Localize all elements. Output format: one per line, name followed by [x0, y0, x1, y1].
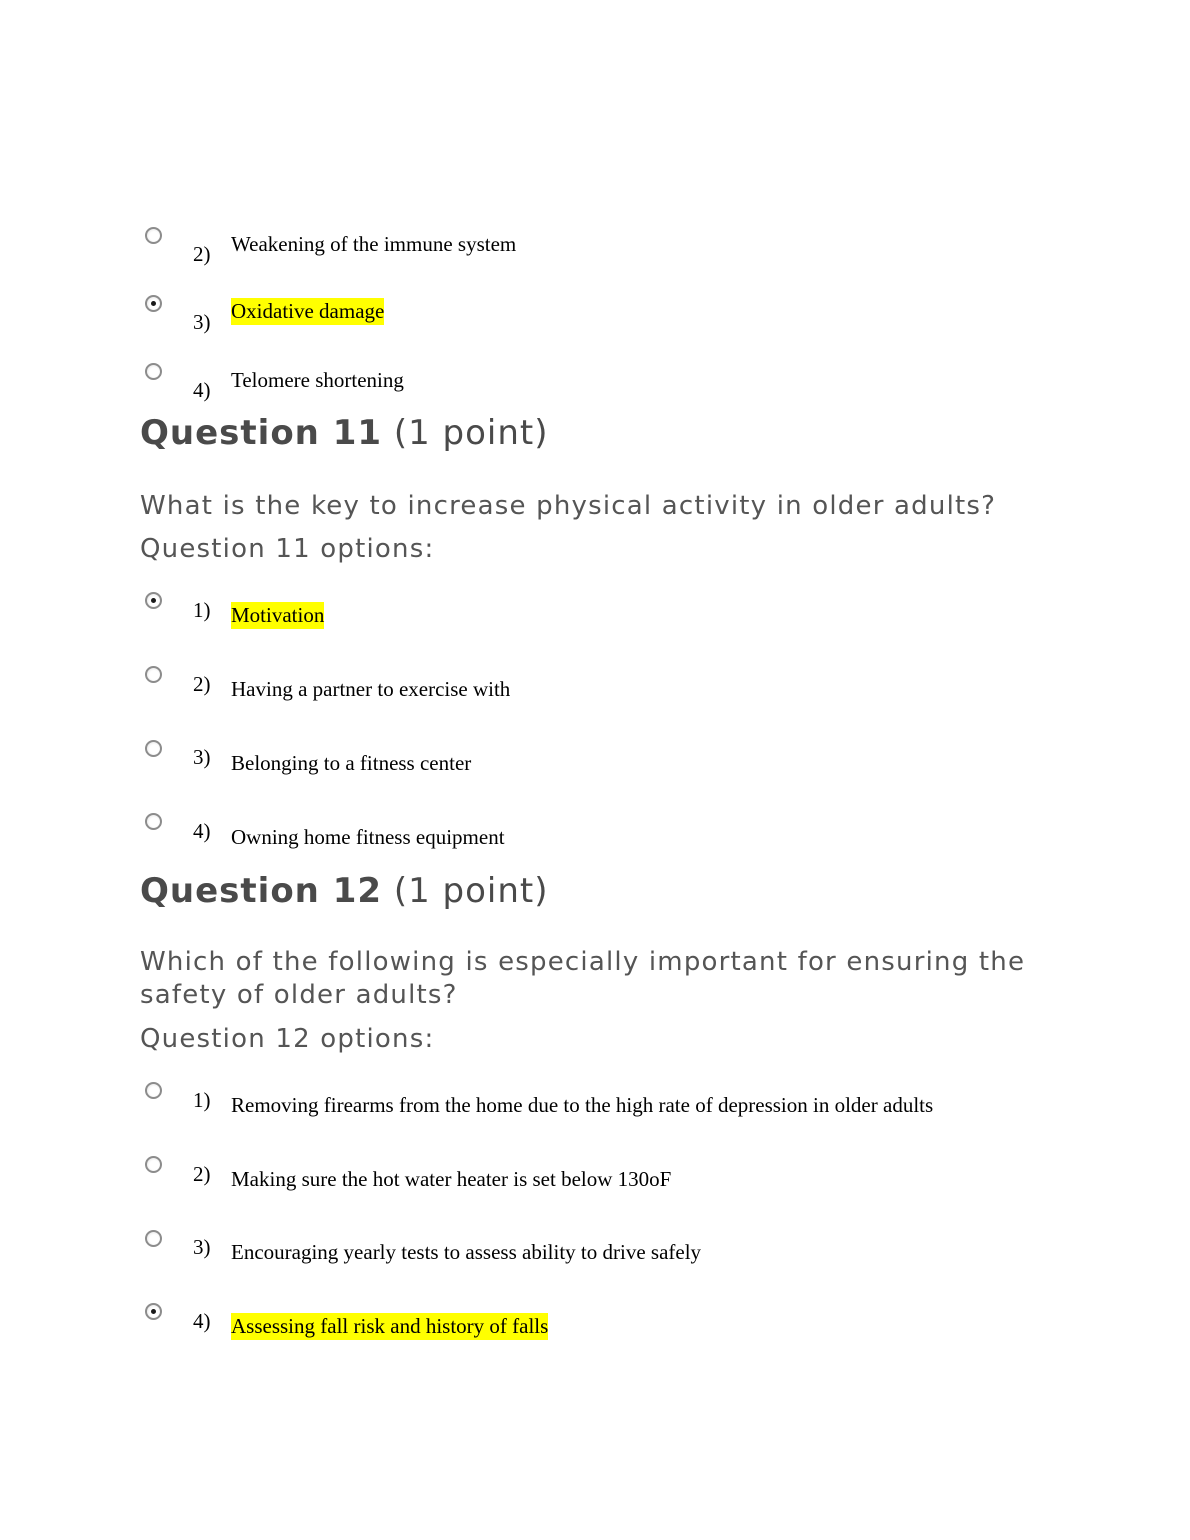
option-text: Belonging to a fitness center: [231, 751, 472, 775]
radio-button[interactable]: [145, 592, 162, 609]
radio-selected-dot: [151, 1309, 156, 1314]
option-number: 3): [193, 1235, 211, 1259]
question-number: Question 12: [140, 871, 383, 911]
option-number: 2): [193, 242, 211, 266]
option-row[interactable]: [0, 293, 1190, 333]
option-text: Encouraging yearly tests to assess ability to drive safely: [231, 1240, 702, 1264]
option-row[interactable]: [0, 811, 1190, 851]
option-row[interactable]: [0, 1301, 1190, 1341]
option-number: 3): [193, 745, 211, 769]
radio-button[interactable]: [145, 1303, 162, 1320]
question-points: (1 point): [393, 871, 549, 911]
question-12-text: Which of the following is especially important for ensuring the safety of older adults?: [140, 947, 1026, 1010]
question-11-text: What is the key to increase physical activity in older adults?: [140, 491, 997, 521]
option-number: 4): [193, 819, 211, 843]
option-row[interactable]: [0, 590, 1190, 630]
radio-button[interactable]: [145, 227, 162, 244]
radio-button[interactable]: [145, 740, 162, 757]
radio-selected-dot: [151, 598, 156, 603]
option-number: 4): [193, 378, 211, 402]
option-number: 1): [193, 1088, 211, 1112]
question-number: Question 11: [140, 413, 383, 453]
option-text: Assessing fall risk and history of falls: [231, 1314, 549, 1338]
option-row[interactable]: [0, 664, 1190, 704]
question-12-options-label: Question 12 options:: [140, 1024, 435, 1054]
option-number: 2): [193, 1162, 211, 1186]
option-text: Making sure the hot water heater is set below 130oF: [231, 1167, 672, 1191]
radio-button[interactable]: [145, 1082, 162, 1099]
radio-button[interactable]: [145, 1230, 162, 1247]
option-text: Motivation: [231, 603, 325, 627]
radio-button[interactable]: [145, 666, 162, 683]
option-text: Telomere shortening: [231, 368, 404, 392]
question-points: (1 point): [393, 413, 549, 453]
radio-button[interactable]: [145, 295, 162, 312]
option-text: Owning home fitness equipment: [231, 825, 505, 849]
option-row[interactable]: [0, 1154, 1190, 1194]
option-text: Removing firearms from the home due to the high rate of depression in older adults: [231, 1093, 934, 1117]
option-text: Oxidative damage: [231, 299, 385, 323]
option-row[interactable]: [0, 225, 1190, 265]
option-row[interactable]: [0, 1080, 1190, 1120]
option-number: 3): [193, 310, 211, 334]
option-number: 2): [193, 672, 211, 696]
radio-button[interactable]: [145, 1156, 162, 1173]
question-12-title: [140, 871, 549, 911]
option-number: 4): [193, 1309, 211, 1333]
radio-selected-dot: [151, 301, 156, 306]
question-11-title: [140, 413, 549, 453]
option-text: Having a partner to exercise with: [231, 677, 511, 701]
option-row[interactable]: [0, 361, 1190, 401]
option-text: Weakening of the immune system: [231, 232, 517, 256]
option-number: 1): [193, 598, 211, 622]
question-11-options-label: Question 11 options:: [140, 534, 435, 564]
radio-button[interactable]: [145, 363, 162, 380]
option-row[interactable]: [0, 738, 1190, 778]
radio-button[interactable]: [145, 813, 162, 830]
option-row[interactable]: [0, 1228, 1190, 1268]
